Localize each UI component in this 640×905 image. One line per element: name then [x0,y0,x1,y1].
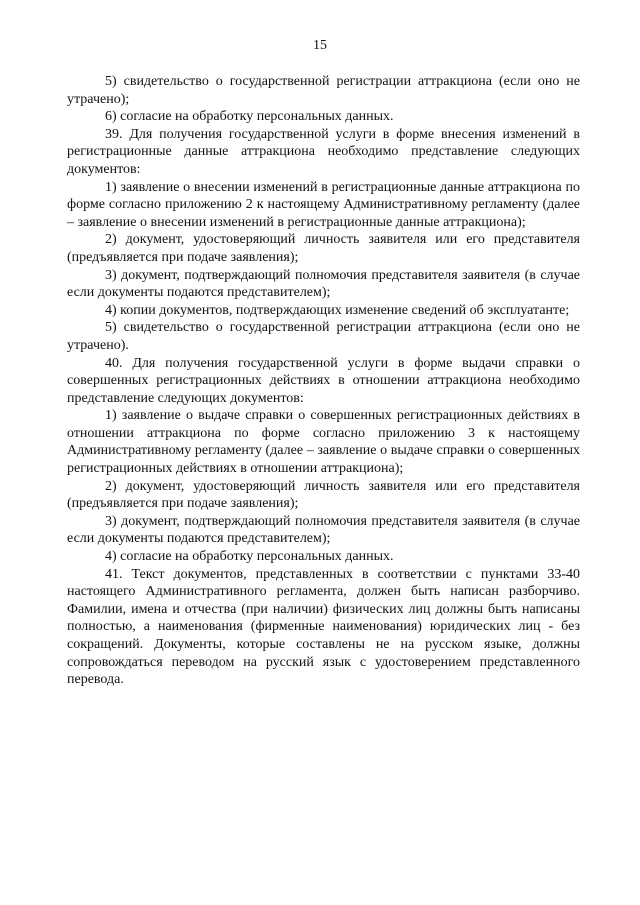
paragraph-clause-40: 40. Для получения государственной услуги в форме выдачи справки о совершенных регистрационных действиях в отношении аттракциона необходимо представление следующих документов: [67,355,580,406]
paragraph-clause-39-item-5: 5) свидетельство о государственной регистрации аттракциона (если оно не утрачено). [67,320,580,353]
paragraph-clause-39-item-3: 3) документ, подтверждающий полномочия представителя заявителя (в случае если документы подаются представителем); [67,267,580,301]
paragraph-clause-39: 39. Для получения государственной услуги в форме внесения изменений в регистрационные данные аттракциона необходимо представление следующих документов: [67,126,580,177]
document-body [67,73,580,689]
paragraph-item-5-certificate: 5) свидетельство о государственной регистрации аттракциона (если оно не утрачено); [67,74,580,107]
paragraph-clause-40-item-4: 4) согласие на обработку персональных данных. [105,549,394,565]
paragraph-clause-40-item-3: 3) документ, подтверждающий полномочия представителя заявителя (в случае если документы подаются представителем); [67,513,580,547]
paragraph-clause-39-item-1: 1) заявление о внесении изменений в регистрационные данные аттракциона по форме согласно приложению 2 к настоящему Административному регламенту (далее – заявление о внесении изменений в регистрационные данные аттракциона); [67,179,580,230]
paragraph-clause-41: 41. Текст документов, представленных в соответствии с пунктами 33-40 настоящего Административного регламента, должен быть написан разборчиво. Фамилии, имена и отчества (при наличии) физических лиц должны быть написаны полностью, а наименования (фирменные наименования) юридических лиц - без сокращений. Документы, которые составлены не на русском языке, должны сопровождаться переводом на русский язык с удостоверением представленного перевода. [67,566,580,688]
paragraph-clause-40-item-2: 2) документ, удостоверяющий личность заявителя или его представителя (предъявляется при подаче заявления); [67,478,580,512]
page-number: 15 [313,38,327,53]
paragraph-clause-39-item-4: 4) копии документов, подтверждающих изменение сведений об эксплуатанте; [105,302,570,318]
paragraph-item-6-consent: 6) согласие на обработку персональных данных. [105,109,394,125]
paragraph-clause-40-item-1: 1) заявление о выдаче справки о совершенных регистрационных действиях в отношении аттракциона по форме согласно приложению 3 к настоящему Административному регламенту (далее – заявление о выдаче справки о совершенных регистрационных действиях в отношении аттракциона); [67,408,580,477]
paragraph-clause-39-item-2: 2) документ, удостоверяющий личность заявителя или его представителя (предъявляется при подаче заявления); [67,232,580,265]
